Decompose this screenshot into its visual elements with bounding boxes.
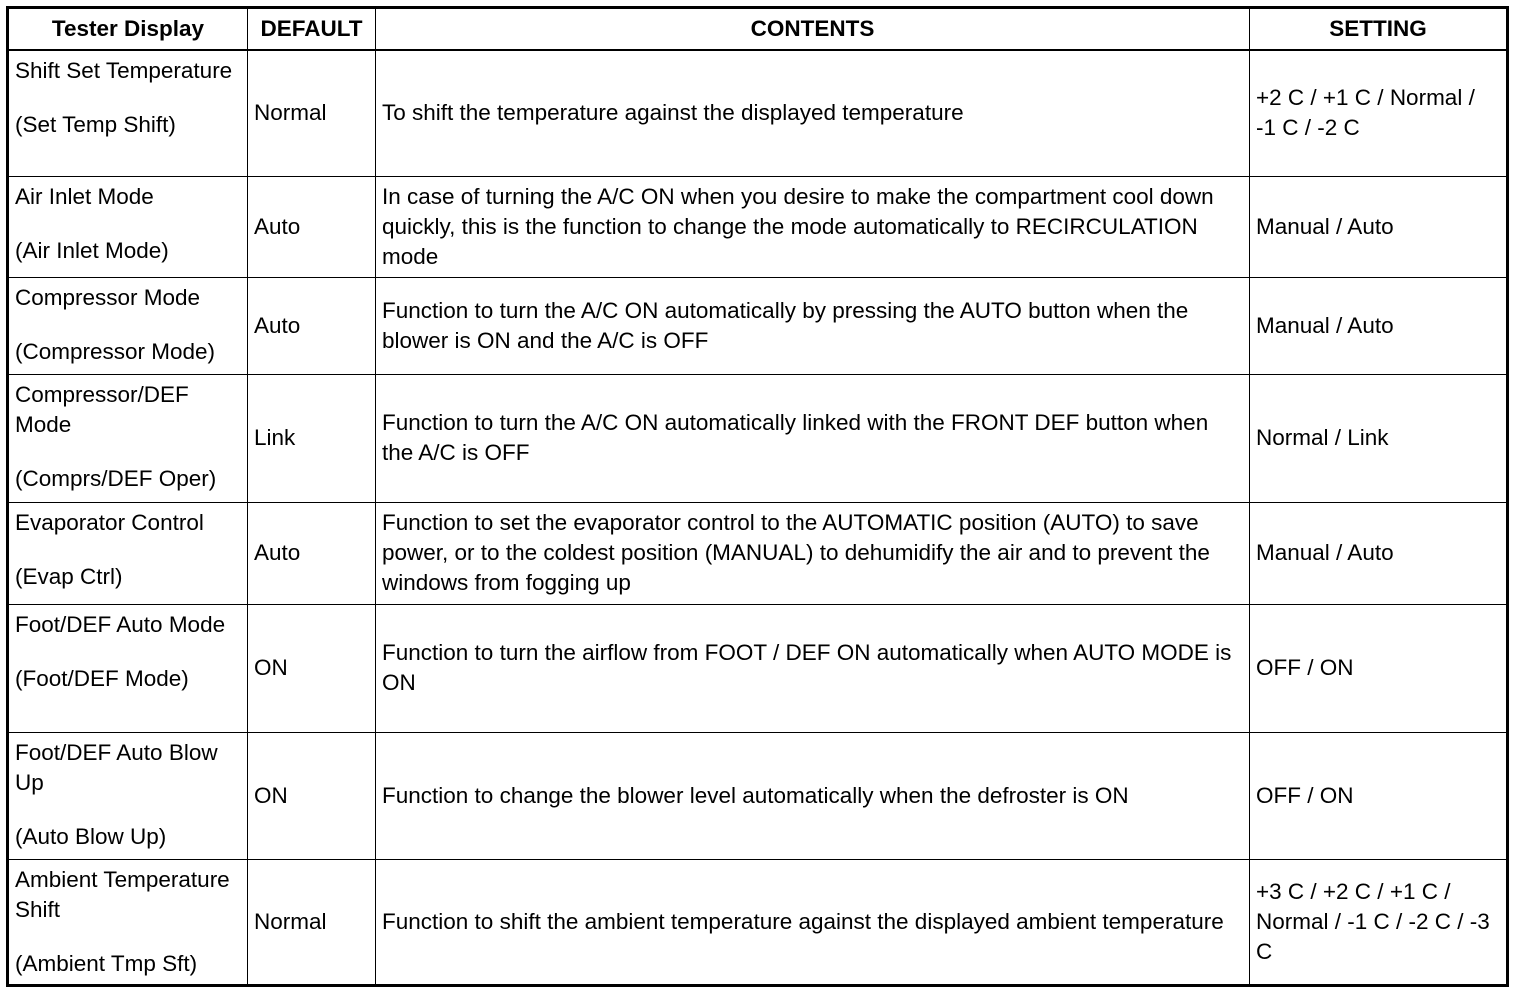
tester-display-cell — [8, 604, 248, 732]
setting-cell: +3 C / +2 C / +1 C / Normal / -1 C / -2 C / -3 C — [1250, 859, 1508, 985]
tester-display-cell — [8, 732, 248, 859]
table-row — [8, 374, 1508, 502]
table-row — [8, 859, 1508, 985]
default-cell: ON — [248, 604, 376, 732]
display-code: (Compressor Mode) — [15, 338, 216, 364]
display-name: Air Inlet Mode — [15, 183, 154, 209]
default-cell: ON — [248, 732, 376, 859]
setting-cell: OFF / ON — [1250, 604, 1508, 732]
tester-display-cell — [8, 859, 248, 985]
table-row — [8, 176, 1508, 277]
setting-cell: +2 C / +1 C / Normal / -1 C / -2 C — [1250, 50, 1508, 176]
setting-cell: Manual / Auto — [1250, 176, 1508, 277]
tester-display-cell — [8, 176, 248, 277]
header-setting: SETTING — [1250, 8, 1508, 51]
contents-cell: Function to set the evaporator control to the AUTOMATIC position (AUTO) to save power, or to the coldest position (MANUAL) to dehumidify the air and to prevent the windows from fogging up — [376, 502, 1250, 604]
display-name: Shift Set Temperature — [15, 58, 233, 83]
table-row — [8, 502, 1508, 604]
display-code: (Ambient Tmp Sft) — [15, 950, 198, 976]
contents-cell: Function to change the blower level automatically when the defroster is ON — [376, 732, 1250, 859]
display-name: Foot/DEF Auto Mode — [15, 611, 226, 637]
default-cell: Normal — [248, 859, 376, 985]
display-name: Ambient Temperature Shift — [15, 866, 230, 922]
settings-table — [6, 6, 1509, 987]
display-name: Foot/DEF Auto Blow Up — [15, 739, 218, 795]
display-code: (Auto Blow Up) — [15, 823, 167, 849]
setting-cell: Normal / Link — [1250, 374, 1508, 502]
header-row — [8, 8, 1508, 51]
display-name: Compressor/DEF Mode — [15, 381, 189, 437]
contents-cell: To shift the temperature against the displayed temperature — [376, 50, 1250, 176]
contents-cell: Function to turn the airflow from FOOT / DEF ON automatically when AUTO MODE is ON — [376, 604, 1250, 732]
table-row — [8, 732, 1508, 859]
contents-cell: Function to turn the A/C ON automatically linked with the FRONT DEF button when the A/C is OFF — [376, 374, 1250, 502]
default-cell: Normal — [248, 50, 376, 176]
table-row — [8, 604, 1508, 732]
tester-display-cell — [8, 374, 248, 502]
tester-display-cell — [8, 502, 248, 604]
display-name: Evaporator Control — [15, 509, 204, 535]
default-cell: Auto — [248, 277, 376, 374]
contents-cell: In case of turning the A/C ON when you desire to make the compartment cool down quickly, this is the function to change the mode automatically to RECIRCULATION mode — [376, 176, 1250, 277]
display-code: (Set Temp Shift) — [15, 112, 176, 137]
display-code: (Comprs/DEF Oper) — [15, 465, 217, 491]
header-contents: CONTENTS — [376, 8, 1250, 51]
display-code: (Evap Ctrl) — [15, 563, 123, 589]
table-row — [8, 50, 1508, 176]
setting-cell: Manual / Auto — [1250, 502, 1508, 604]
tester-display-cell — [8, 50, 248, 176]
contents-cell: Function to turn the A/C ON automatically by pressing the AUTO button when the blower is ON and the A/C is OFF — [376, 277, 1250, 374]
setting-cell: Manual / Auto — [1250, 277, 1508, 374]
default-cell: Auto — [248, 502, 376, 604]
contents-cell: Function to shift the ambient temperature against the displayed ambient temperature — [376, 859, 1250, 985]
display-name: Compressor Mode — [15, 284, 201, 310]
default-cell: Auto — [248, 176, 376, 277]
display-code: (Air Inlet Mode) — [15, 237, 169, 263]
header-tester-display: Tester Display — [8, 8, 248, 51]
header-default: DEFAULT — [248, 8, 376, 51]
tester-display-cell — [8, 277, 248, 374]
setting-cell: OFF / ON — [1250, 732, 1508, 859]
default-cell: Link — [248, 374, 376, 502]
display-code: (Foot/DEF Mode) — [15, 665, 189, 691]
table-row — [8, 277, 1508, 374]
